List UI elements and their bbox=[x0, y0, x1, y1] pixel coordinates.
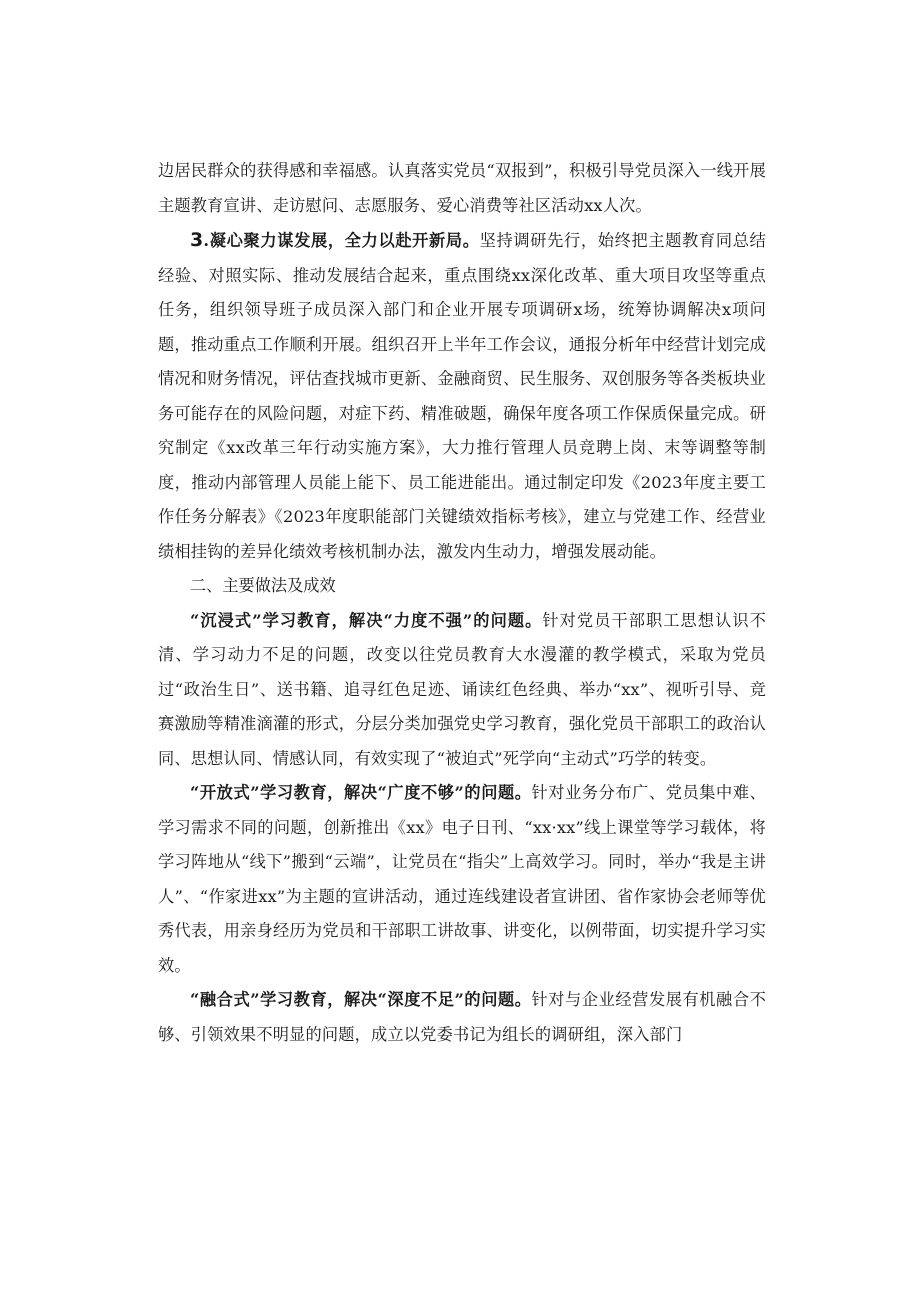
immersive-title: “沉浸式”学习教育，解决“力度不强”的问题。 bbox=[190, 610, 543, 630]
item-3-title: .凝心聚力谋发展，全力以赴开新局。 bbox=[203, 231, 480, 250]
paragraph-intro bbox=[158, 154, 766, 223]
fusion-body: 针对与企业经营发展有机融合不够、引领效果不明显的问题，成立以党委书记为组长的调研组，深入部门 bbox=[158, 990, 766, 1044]
paragraph-immersive-learning bbox=[158, 604, 766, 777]
fusion-title: “融合式”学习教育，解决“深度不足”的问题。 bbox=[190, 990, 532, 1009]
paragraph-intro-text: 边居民群众的获得感和幸福感。认真落实党员“双报到”，积极引导党员深入一线开展主题教育宣讲、走访慰问、志愿服务、爱心消费等社区活动xx人次。 bbox=[158, 161, 766, 215]
document-body bbox=[158, 154, 766, 1052]
item-3-number: 3 bbox=[190, 229, 204, 251]
paragraph-item-3 bbox=[158, 223, 766, 569]
paragraph-open-learning bbox=[158, 776, 766, 983]
open-body: 针对业务分布广、党员集中难、学习需求不同的问题，创新推出《xx》电子日刊、“xx·xx”线上课堂等学习载体，将学习阵地从“线下”搬到“云端”，让党员在“指尖”上高效学习。同时，举办“我是主讲人”、“作家进xx”为主题的宣讲活动，通过连线建设者宣讲团、省作家协会老师等优秀代表，用亲身经历为党员和干部职工讲故事、讲变化，以例带面，切实提升学习实效。 bbox=[158, 783, 766, 975]
item-3-body: 坚持调研先行，始终把主题教育同总结经验、对照实际、推动发展结合起来，重点围绕xx深化改革、重大项目攻坚等重点任务，组织领导班子成员深入部门和企业开展专项调研x场，统筹协调解决x项问题，推动重点工作顺利开展。组织召开上半年工作会议，通报分析年中经营计划完成情况和财务情况，评估查找城市更新、金融商贸、民生服务、双创服务等各类板块业务可能存在的风险问题，对症下药、精准破题，确保年度各项工作保质保量完成。研究制定《xx改革三年行动实施方案》，大力推行管理人员竞聘上岗、末等调整等制度，推动内部管理人员能上能下、员工能进能出。通过制定印发《2023年度主要工作任务分解表》《2023年度职能部门关键绩效指标考核》，建立与党建工作、经营业绩相挂钩的差异化绩效考核机制办法，激发内生动力，增强发展动能。 bbox=[158, 231, 766, 561]
section-heading bbox=[158, 569, 766, 604]
open-title: “开放式”学习教育，解决“广度不够”的问题。 bbox=[190, 783, 532, 802]
paragraph-fusion-learning bbox=[158, 983, 766, 1052]
section-heading-text: 二、主要做法及成效 bbox=[190, 576, 336, 595]
immersive-body: 针对党员干部职工思想认识不清、学习动力不足的问题，改变以往党员教育大水漫灌的教学模式，采取为党员过“政治生日”、送书籍、追寻红色足迹、诵读红色经典、举办“xx”、视听引导、竞赛激励等精准滴灌的形式，分层分类加强党史学习教育，强化党员干部职工的政治认同、思想认同、情感认同，有效实现了“被迫式”死学向“主动式”巧学的转变。 bbox=[158, 610, 766, 768]
